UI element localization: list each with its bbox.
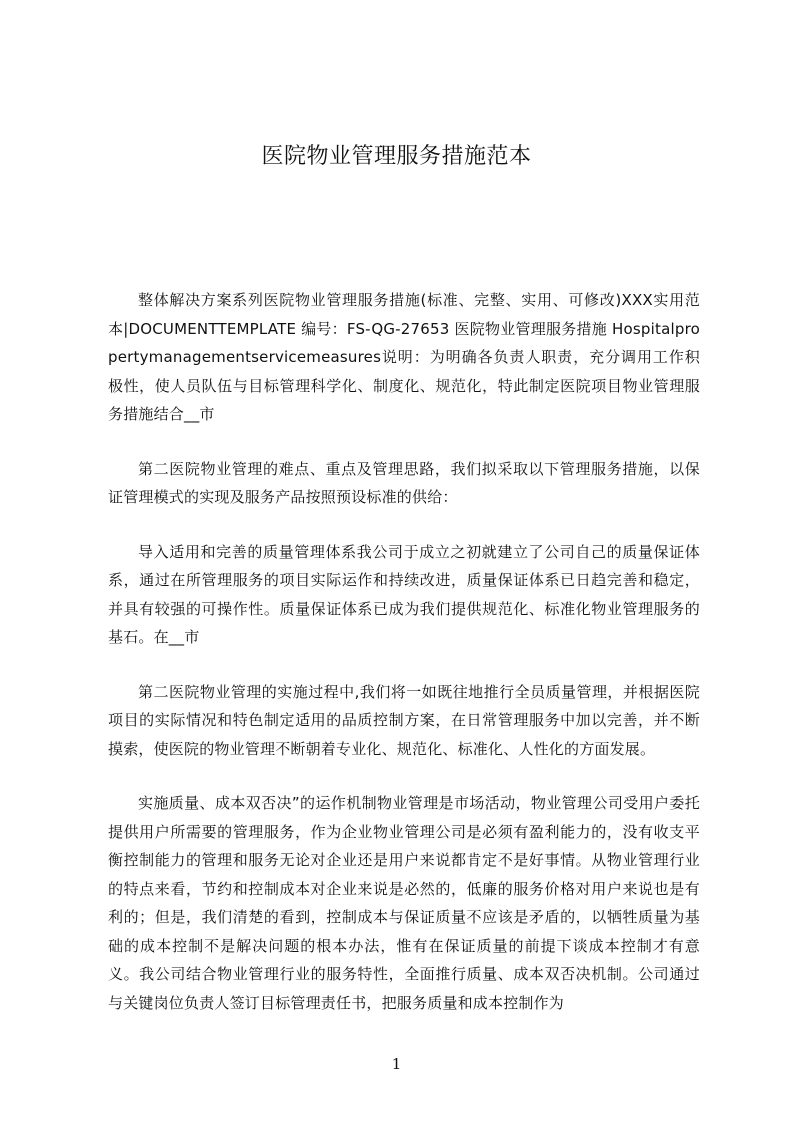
document-body [108,286,700,1017]
paragraph-quality-system: 导入适用和完善的质量管理体系我公司于成立之初就建立了公司自己的质量保证体系，通过在所管理服务的项目实际运作和持续改进，质量保证体系已日趋完善和稳定，并具有较强的可操作性。质量保证体系已成为我们提供规范化、标准化物业管理服务的基石。在__市 [108,542,700,646]
page-number: 1 [391,1055,402,1073]
paragraph-intro: 整体解决方案系列医院物业管理服务措施(标准、完整、实用、可修改)XXX实用范本|DOCUMENTTEMPLATE 编号：FS-QG-27653 医院物业管理服务措施 Hospitalpropertymanagementservicemeasures说明：为明确各负责人职责，充分调用工作积极性，使人员队伍与目标管理科学化、制度化、规范化，特此制定医院项目物业管理服务措施结合__市 [108,291,700,423]
paragraph-implementation: 第二医院物业管理的实施过程中,我们将一如既往地推行全员质量管理，并根据医院项目的实际情况和特色制定适用的品质控制方案，在日常管理服务中加以完善，并不断摸索，使医院的物业管理不断朝着专业化、规范化、标准化、人性化的方面发展。 [108,682,700,758]
paragraph-measures: 第二医院物业管理的难点、重点及管理思路，我们拟采取以下管理服务措施，以保证管理模式的实现及服务产品按照预设标准的供给： [108,459,700,506]
document-title: 医院物业管理服务措施范本 [261,144,532,169]
paragraph-dual-veto: 实施质量、成本双否决”的运作机制物业管理是市场活动，物业管理公司受用户委托提供用户所需要的管理服务，作为企业物业管理公司是必须有盈利能力的，没有收支平衡控制能力的管理和服务无论对企业还是用户来说都肯定不是好事情。从物业管理行业的特点来看，节约和控制成本对企业来说是必然的，低廉的服务价格对用户来说也是有利的；但是，我们清楚的看到，控制成本与保证质量不应该是矛盾的，以牺牲质量为基础的成本控制不是解决问题的根本办法，惟有在保证质量的前提下谈成本控制才有意义。我公司结合物业管理行业的服务特性，全面推行质量、成本双否决机制。公司通过与关键岗位负责人签订目标管理责任书，把服务质量和成本控制作为 [108,794,700,1012]
